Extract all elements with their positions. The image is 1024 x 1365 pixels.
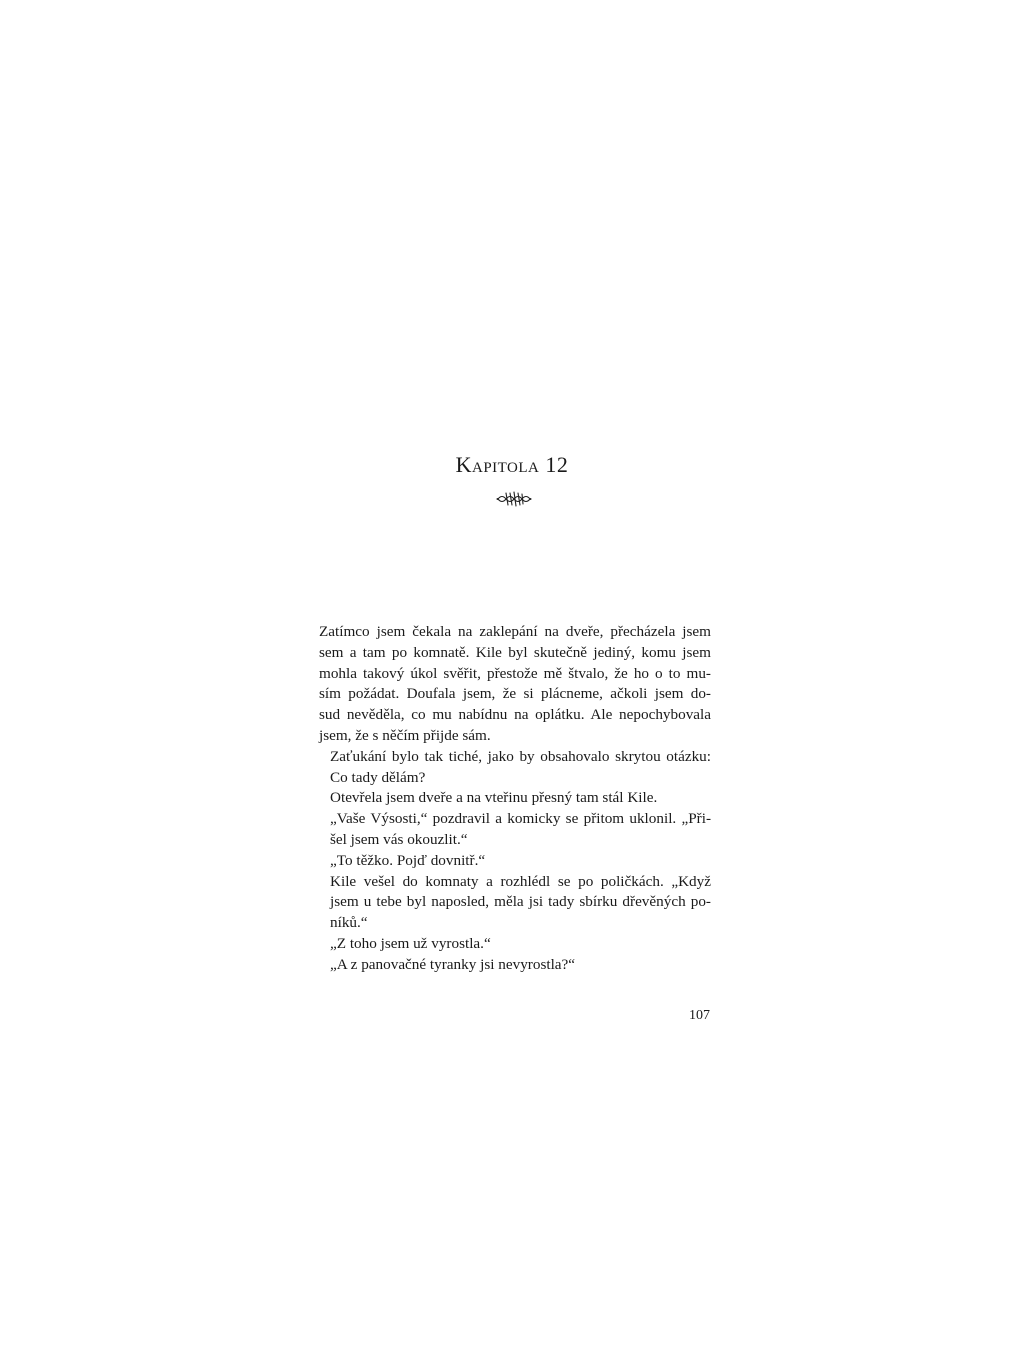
text-line: „Vaše Výsosti,“ pozdravil a komicky se přitom uklonil. „Při- [330, 810, 711, 828]
text-line: sem a tam po komnatě. Kile byl skutečně jediný, komu jsem [319, 643, 711, 661]
paragraph [319, 851, 711, 872]
chapter-body-text [319, 622, 711, 976]
paragraph [319, 872, 711, 934]
paragraph [319, 747, 711, 789]
text-line: mohla takový úkol svěřit, přestože mě štvalo, že ho o to mu- [319, 664, 711, 682]
text-line: sud nevěděla, co mu nabídnu na oplátku. Ale nepochybovala [319, 706, 711, 724]
text-line: šel jsem vás okouzlit.“ [330, 830, 468, 848]
text-line: „A z panovačné tyranky jsi nevyrostla?“ [330, 955, 576, 973]
paragraph [319, 622, 711, 747]
decorative-flourish-icon [496, 490, 532, 508]
text-line: Otevřela jsem dveře a na vteřinu přesný tam stál Kile. [330, 789, 658, 807]
text-line: Zaťukání bylo tak tiché, jako by obsahovalo skrytou otázku: [330, 747, 711, 765]
page-number: 107 [689, 1008, 710, 1023]
text-line: níků.“ [330, 914, 368, 932]
text-line: „To těžko. Pojď dovnitř.“ [330, 851, 486, 869]
text-line: jsem, že s něčím přijde sám. [319, 726, 491, 744]
paragraph [319, 955, 711, 976]
text-line: Co tady dělám? [330, 768, 426, 786]
chapter-title: Kapitola 12 [455, 452, 569, 477]
text-line: sím požádat. Doufala jsem, že si plácneme, ačkoli jsem do- [319, 685, 711, 703]
text-line: „Z toho jsem už vyrostla.“ [330, 934, 491, 952]
text-line: Kile vešel do komnaty a rozhlédl se po poličkách. „Když [330, 872, 711, 890]
paragraph [319, 809, 711, 851]
text-line: Zatímco jsem čekala na zaklepání na dveře, přecházela jsem [319, 623, 711, 640]
paragraph [319, 788, 711, 809]
text-line: jsem u tebe byl naposled, měla jsi tady sbírku dřevěných po- [330, 893, 711, 911]
paragraph [319, 934, 711, 955]
